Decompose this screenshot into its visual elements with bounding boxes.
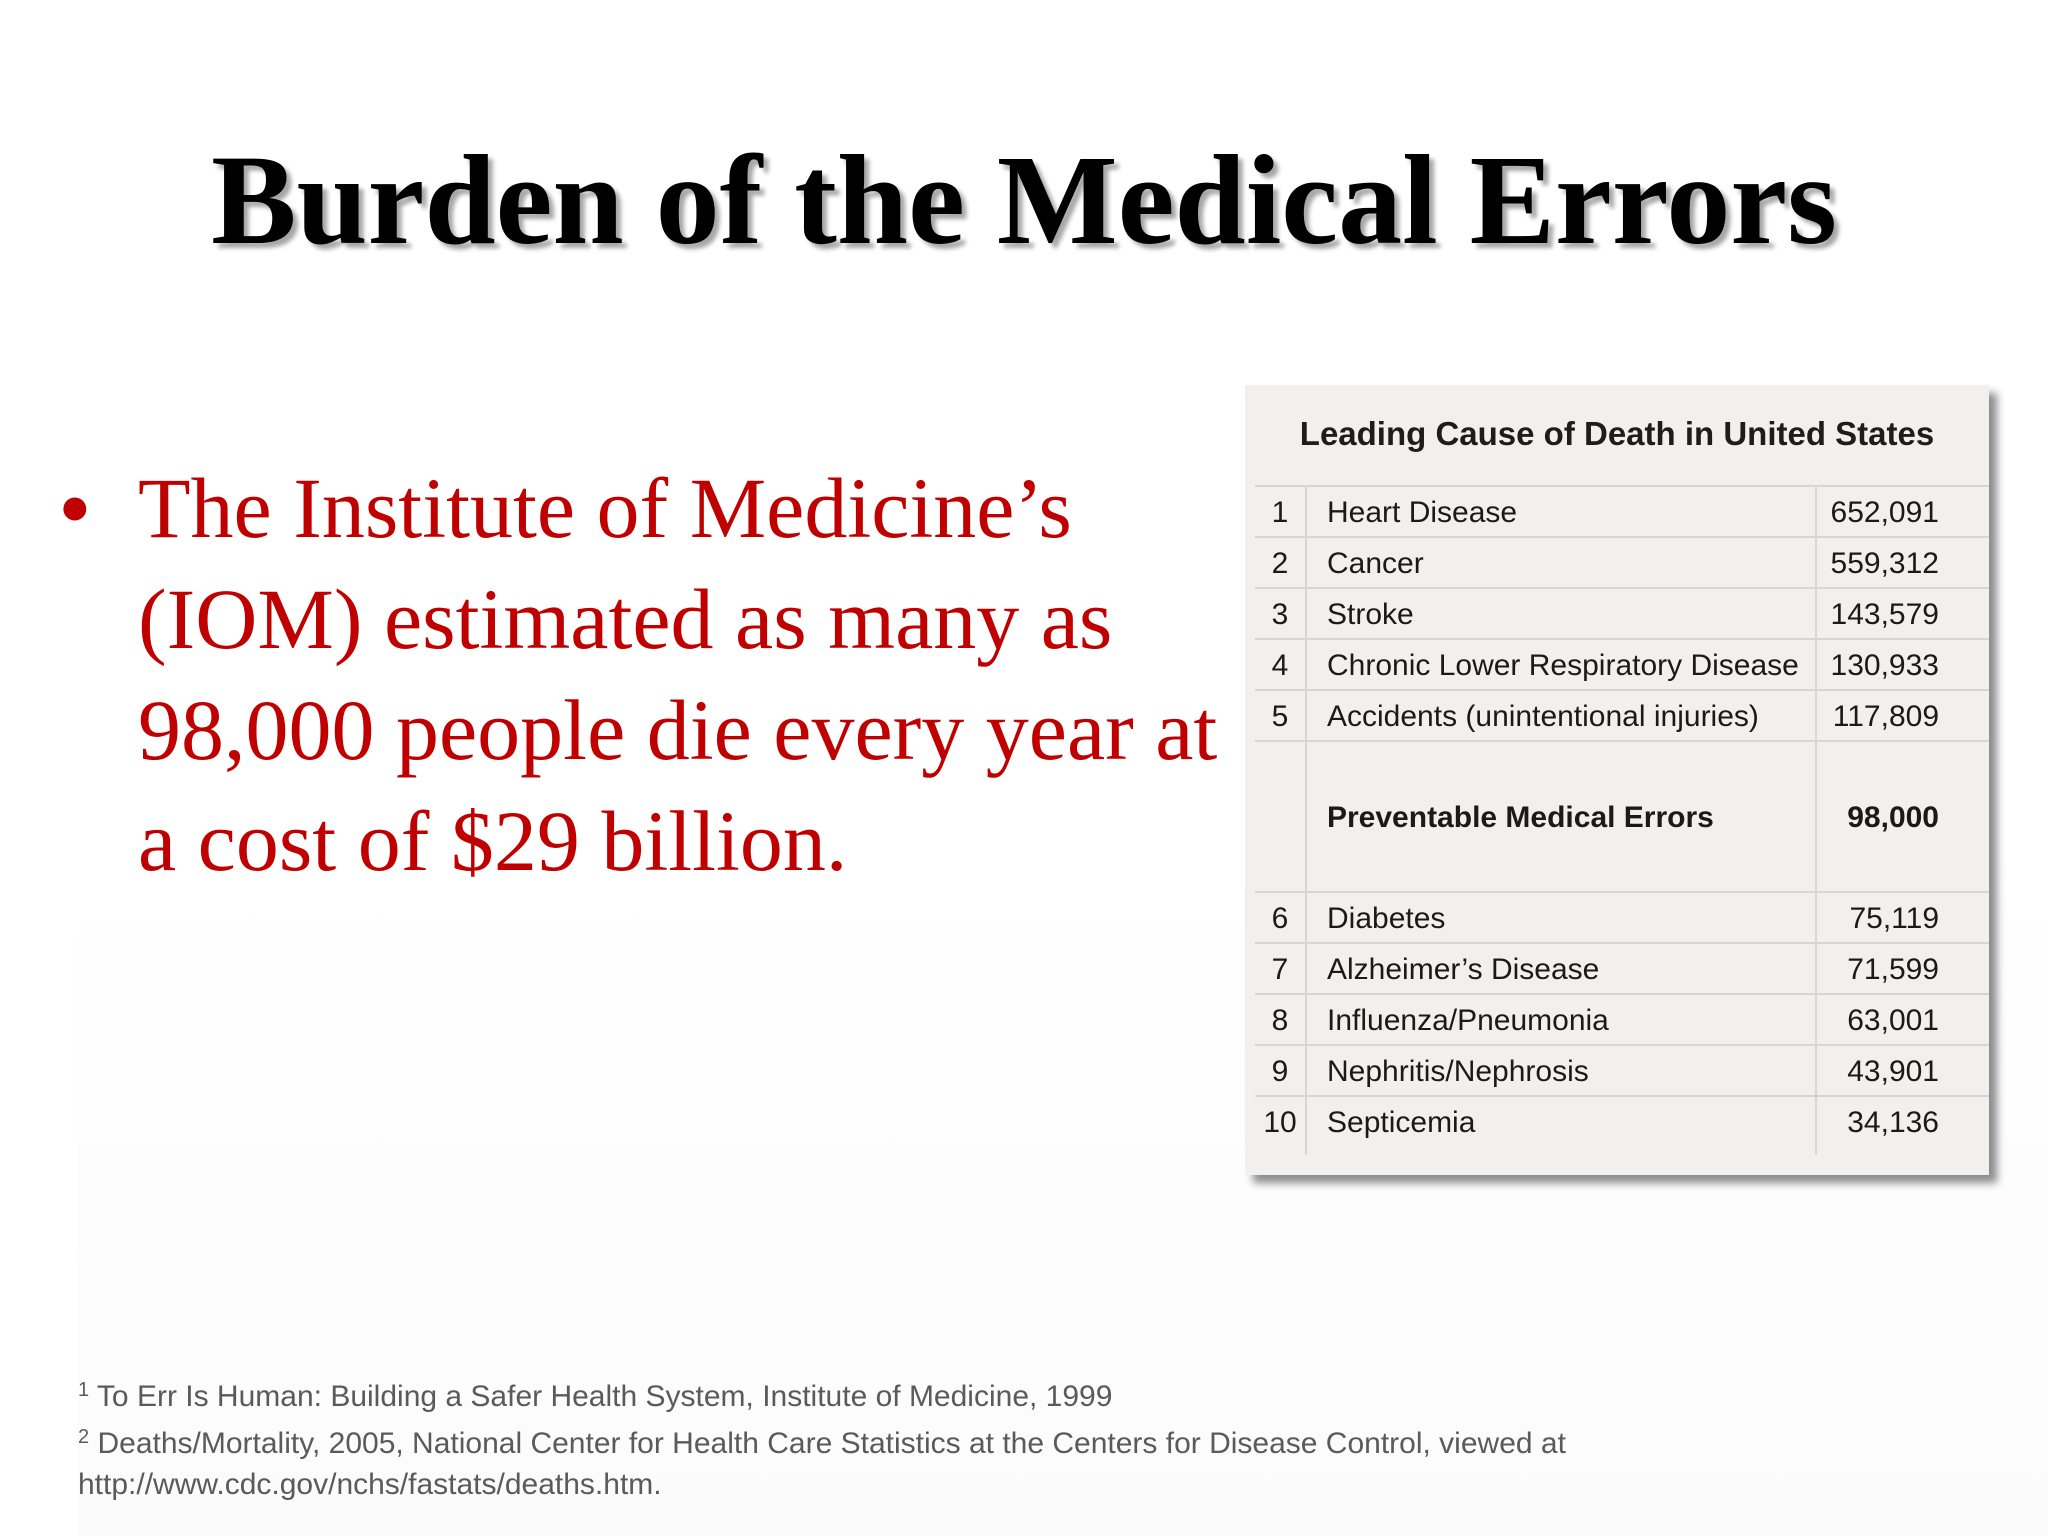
rank-cell: 7 bbox=[1271, 953, 1289, 986]
table-row bbox=[1255, 536, 1989, 589]
deaths-cell: 130,933 bbox=[1830, 649, 1939, 682]
rank-cell: 10 bbox=[1263, 1106, 1297, 1139]
cause-cell: Diabetes bbox=[1327, 902, 1446, 935]
footnote-2 bbox=[78, 1417, 1778, 1464]
deaths-cell: 143,579 bbox=[1830, 598, 1939, 631]
deaths-cell: 43,901 bbox=[1847, 1055, 1939, 1088]
table-row bbox=[1255, 1095, 1989, 1148]
cause-cell: Chronic Lower Respiratory Disease bbox=[1327, 649, 1799, 682]
table-row bbox=[1255, 942, 1989, 995]
cause-cell: Septicemia bbox=[1327, 1106, 1476, 1139]
footnote-mark: 1 bbox=[78, 1379, 90, 1401]
cause-cell: Stroke bbox=[1327, 598, 1414, 631]
table-title: Leading Cause of Death in United States bbox=[1299, 415, 1935, 452]
cause-cell: Heart Disease bbox=[1327, 496, 1518, 529]
rank-cell: 9 bbox=[1271, 1055, 1289, 1088]
slide-title: Burden of the Medical Errors bbox=[211, 129, 1837, 271]
cause-cell: Nephritis/Nephrosis bbox=[1327, 1055, 1589, 1088]
cause-cell: Preventable Medical Errors bbox=[1327, 801, 1714, 834]
footnote-mark: 2 bbox=[78, 1426, 90, 1448]
rank-cell: 5 bbox=[1271, 700, 1289, 733]
footnote-text: To Err Is Human: Building a Safer Health System, Institute of Medicine, 1999 bbox=[96, 1380, 1113, 1413]
cause-cell: Influenza/Pneumonia bbox=[1327, 1004, 1609, 1037]
rank-cell: 3 bbox=[1271, 598, 1289, 631]
footnote-text: Deaths/Mortality, 2005, National Center for Health Care Statistics at the Centers for Disease Control, viewed at bbox=[97, 1427, 1566, 1460]
rank-cell: 4 bbox=[1271, 649, 1289, 682]
table-row bbox=[1255, 891, 1989, 944]
table-row bbox=[1255, 485, 1989, 538]
cause-cell: Cancer bbox=[1327, 547, 1424, 580]
footnote-link-text: http://www.cdc.gov/nchs/fastats/deaths.htm. bbox=[78, 1468, 662, 1501]
table-row bbox=[1255, 638, 1989, 691]
deaths-cell: 34,136 bbox=[1847, 1106, 1939, 1139]
table-row bbox=[1255, 587, 1989, 640]
deaths-cell: 117,809 bbox=[1832, 700, 1939, 733]
causes-of-death-table bbox=[1245, 385, 1989, 1175]
rank-cell: 1 bbox=[1271, 496, 1289, 529]
deaths-cell: 71,599 bbox=[1847, 953, 1939, 986]
rank-cell: 2 bbox=[1271, 547, 1289, 580]
rank-cell: 6 bbox=[1271, 902, 1289, 935]
bullet-marker: • bbox=[58, 455, 92, 562]
bullet-text: The Institute of Medicine’s (IOM) estimated as many as 98,000 people die every year at a cost of $29 billion. bbox=[138, 460, 1218, 889]
deaths-cell: 98,000 bbox=[1847, 801, 1939, 834]
footnotes bbox=[78, 1370, 1778, 1505]
cause-cell: Alzheimer’s Disease bbox=[1327, 953, 1600, 986]
cause-cell: Accidents (unintentional injuries) bbox=[1327, 700, 1759, 733]
table-row bbox=[1255, 689, 1989, 742]
table-row bbox=[1255, 1044, 1989, 1097]
table-row-highlight bbox=[1255, 740, 1989, 893]
footnote-2-continued bbox=[78, 1464, 1778, 1505]
table-row bbox=[1255, 993, 1989, 1046]
deaths-cell: 63,001 bbox=[1847, 1004, 1939, 1037]
deaths-cell: 652,091 bbox=[1830, 496, 1939, 529]
deaths-cell: 559,312 bbox=[1830, 547, 1939, 580]
deaths-cell: 75,119 bbox=[1849, 902, 1939, 935]
rank-cell: 8 bbox=[1271, 1004, 1289, 1037]
footnote-1 bbox=[78, 1370, 1778, 1417]
